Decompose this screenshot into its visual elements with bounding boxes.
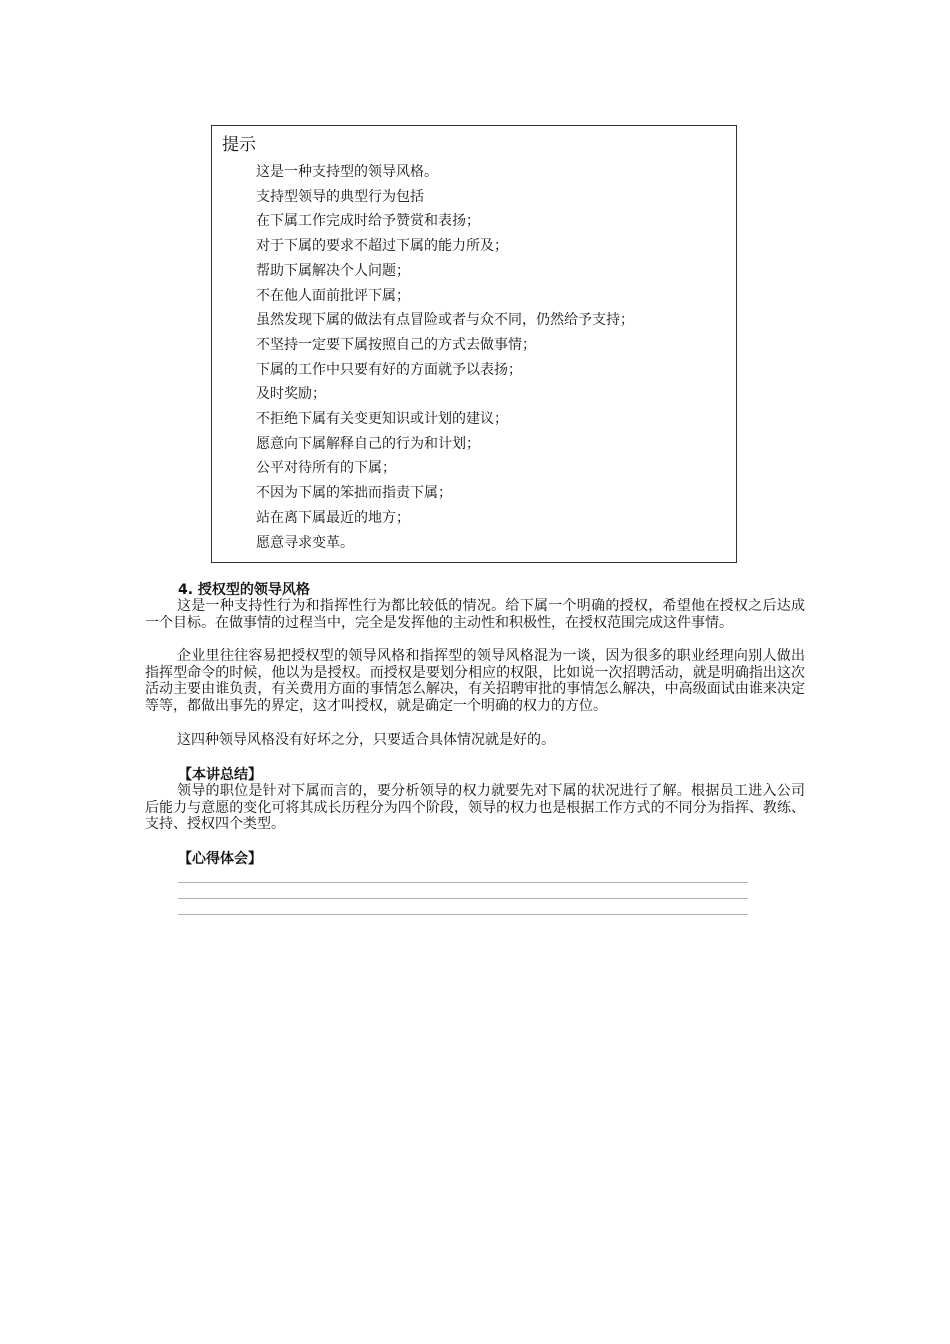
section-paragraph: 这是一种支持性行为和指挥性行为都比较低的情况。给下属一个明确的授权，希望他在授权之后达成一个目标。在做事情的过程当中，完全是发挥他的主动性和积极性，在授权范围完成这件事情。 (145, 598, 805, 631)
tip-line: 支持型领导的典型行为包括 (256, 188, 424, 205)
tip-line: 公平对待所有的下属； (256, 460, 396, 477)
note-line (178, 898, 748, 899)
tip-line: 及时奖励； (256, 386, 326, 403)
section-heading: 4. 授权型的领导风格 (178, 582, 310, 598)
tip-line: 愿意向下属解释自己的行为和计划； (256, 435, 480, 452)
summary-heading: 【本讲总结】 (178, 767, 262, 783)
tip-line: 在下属工作完成时给予赞赏和表扬； (256, 213, 480, 230)
tip-line: 愿意寻求变革。 (256, 534, 354, 551)
tip-line: 站在离下属最近的地方； (256, 509, 410, 526)
tip-title: 提示 (222, 135, 256, 155)
tip-line: 下属的工作中只要有好的方面就予以表扬； (256, 361, 522, 378)
section-paragraph: 这四种领导风格没有好坏之分，只要适合具体情况就是好的。 (177, 732, 555, 748)
tip-line: 这是一种支持型的领导风格。 (256, 164, 438, 180)
tip-line: 不在他人面前批评下属； (256, 287, 410, 304)
tip-line: 不坚持一定要下属按照自己的方式去做事情； (256, 336, 536, 353)
tip-line: 不拒绝下属有关变更知识或计划的建议； (256, 411, 508, 428)
note-line (178, 882, 748, 883)
tip-list (256, 160, 634, 555)
tip-line: 虽然发现下属的做法有点冒险或者与众不同，仍然给予支持； (256, 312, 634, 329)
section-paragraph: 企业里往往容易把授权型的领导风格和指挥型的领导风格混为一谈，因为很多的职业经理向别人做出指挥型命令的时候，他以为是授权。而授权是要划分相应的权限，比如说一次招聘活动，就是明确指出这次活动主要由谁负责，有关费用方面的事情怎么解决，有关招聘审批的事情怎么解决，中高级面试由谁来决定等等，都做出事先的界定，这才叫授权，就是确定一个明确的权力的方位。 (145, 648, 805, 714)
tip-line: 对于下属的要求不超过下属的能力所及； (256, 238, 508, 255)
tip-line: 不因为下属的笨拙而指责下属； (256, 485, 452, 502)
summary-paragraph: 领导的职位是针对下属而言的，要分析领导的权力就要先对下属的状况进行了解。根据员工进入公司后能力与意愿的变化可将其成长历程分为四个阶段，领导的权力也是根据工作方式的不同分为指挥、教练、支持、授权四个类型。 (145, 783, 805, 832)
note-line (178, 914, 748, 915)
tip-line: 帮助下属解决个人问题； (256, 262, 410, 279)
reflection-heading: 【心得体会】 (178, 851, 262, 867)
tip-box (211, 125, 737, 563)
